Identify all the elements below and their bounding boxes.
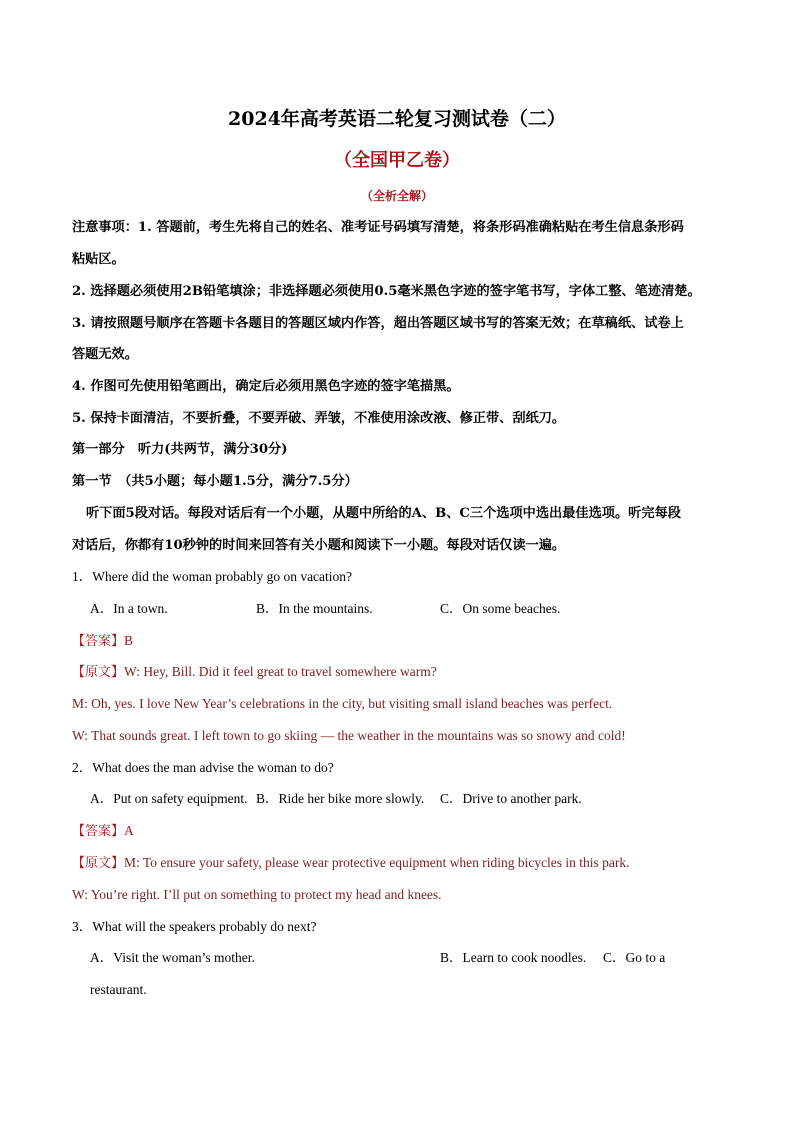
instruction-1a: 注意事项：1. 答题前，考生先将自己的姓名、准考证号码填写清楚，将条形码准确粘贴在考生信息条形码 (72, 220, 684, 235)
answer-tag: 【答案】 (72, 634, 125, 649)
answer-tag: 【答案】 (72, 824, 125, 839)
instruction-3b: 答题无效。 (72, 347, 138, 362)
analysis-note: （全析全解） (360, 189, 433, 203)
script-tag: 【原文】 (72, 665, 125, 680)
question-1-script-line-3: W: That sounds great. I left town to go skiing — the weather in the mountains was so snowy and cold! (72, 728, 626, 743)
question-2-stem: 2．What does the man advise the woman to do? (72, 760, 334, 775)
question-2-answer (72, 821, 134, 842)
question-1-script-line-1 (72, 662, 437, 683)
question-1-option-b: B．In the mountains. (256, 601, 373, 616)
page-subtitle: （全国甲乙卷） (334, 150, 460, 171)
question-3-option-c: C．Go to a (603, 950, 666, 965)
answer-value: B (124, 633, 134, 648)
question-1-script-line-2: M: Oh, yes. I love New Year’s celebrations in the city, but visiting small island beaches was perfect. (72, 696, 613, 711)
script-text: W: Hey, Bill. Did it feel great to travel somewhere warm? (124, 664, 437, 679)
question-3-option-a: A．Visit the woman’s mother. (90, 950, 255, 965)
directions-line-a: 听下面5段对话。每段对话后有一个小题，从题中所给的A、B、C三个选项中选出最佳选项。听完每段 (86, 506, 681, 521)
section-part-heading: 第一部分 听力(共两节，满分30分) (72, 442, 288, 457)
script-tag: 【原文】 (72, 856, 125, 871)
instruction-1b: 粘贴区。 (72, 252, 125, 267)
page-title: 2024年高考英语二轮复习测试卷（二） (228, 108, 566, 130)
question-1-stem: 1．Where did the woman probably go on vacation? (72, 569, 353, 584)
question-1-answer (72, 631, 133, 652)
directions-line-b: 对话后，你都有10秒钟的时间来回答有关小题和阅读下一小题。每段对话仅读一遍。 (72, 538, 566, 553)
question-1-option-a: A．In a town. (90, 601, 168, 616)
question-2-option-b: B．Ride her bike more slowly. (256, 791, 425, 806)
question-3-stem: 3．What will the speakers probably do next? (72, 919, 317, 934)
instruction-5: 5. 保持卡面清洁，不要折叠，不要弄破、弄皱，不准使用涂改液、修正带、刮纸刀。 (72, 411, 566, 426)
question-2-option-a: A．Put on safety equipment. (90, 791, 248, 806)
answer-value: A (124, 823, 134, 838)
question-2-script-line-1 (72, 853, 630, 874)
question-3-option-b: B．Learn to cook noodles. (440, 950, 587, 965)
question-2-option-c: C．Drive to another park. (440, 791, 582, 806)
section-sub-heading: 第一节 （共5小题；每小题1.5分，满分7.5分） (72, 474, 358, 489)
instruction-4: 4. 作图可先使用铅笔画出，确定后必须用黑色字迹的签字笔描黑。 (72, 379, 460, 394)
instruction-3a: 3. 请按照题号顺序在答题卡各题目的答题区域内作答，超出答题区域书写的答案无效；在草稿纸、试卷上 (72, 316, 684, 331)
question-2-script-line-2: W: You’re right. I’ll put on something to protect my head and knees. (72, 887, 442, 902)
question-1-option-c: C．On some beaches. (440, 601, 561, 616)
script-text: M: To ensure your safety, please wear protective equipment when riding bicycles in this park. (124, 855, 630, 870)
instruction-2: 2. 选择题必须使用2B铅笔填涂；非选择题必须使用0.5毫米黑色字迹的签字笔书写，字体工整、笔迹清楚。 (72, 284, 701, 299)
question-3-option-c-continued: restaurant. (90, 982, 147, 997)
